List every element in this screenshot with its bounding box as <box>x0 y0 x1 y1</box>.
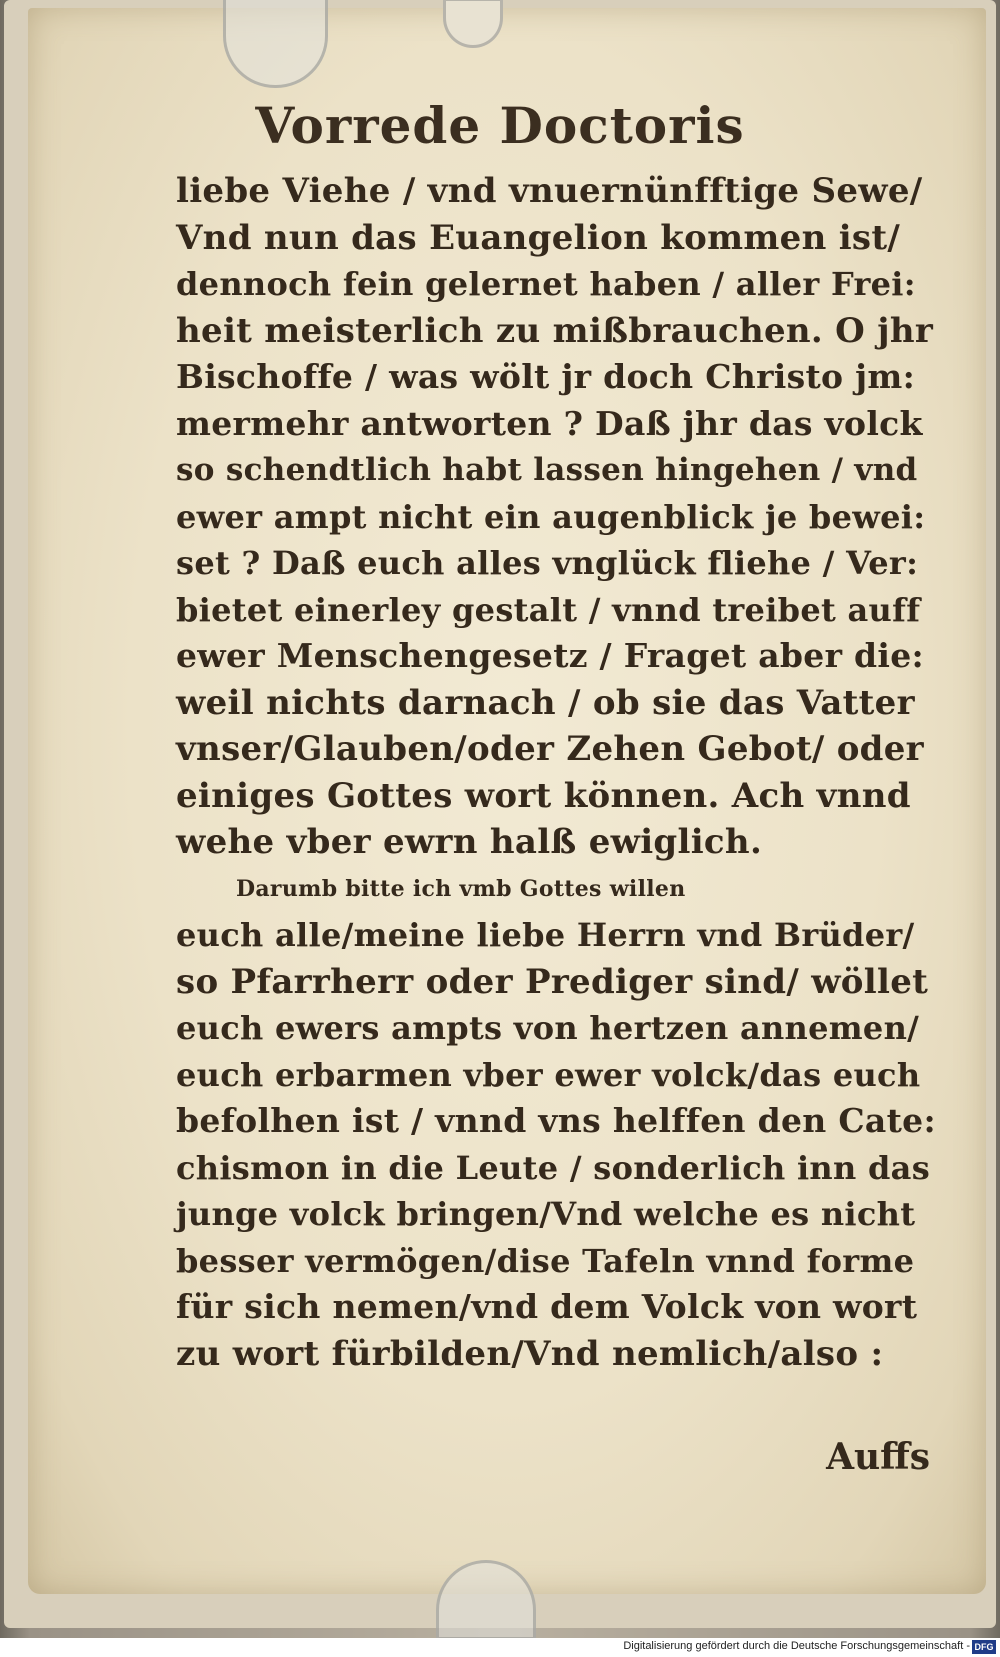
text-line: euch erbarmen vber ewer volck/das euch <box>176 1055 921 1094</box>
text-line: vnser/Glauben/oder Zehen Gebot/ oder <box>176 729 924 769</box>
text-line: so Pfarrherr oder Prediger sind/ wöllet <box>176 961 929 1002</box>
text-line: zu wort fürbilden/Vnd nemlich/also : <box>176 1333 884 1374</box>
text-line: Bischoffe / was wölt jr doch Christo jm: <box>176 357 916 396</box>
text-line: Vnd nun das Euangelion kommen ist/ <box>176 217 901 258</box>
text-line: bietet einerley gestalt / vnnd treibet auff <box>176 590 921 629</box>
text-line: so schendtlich habt lassen hingehen / vnd <box>176 452 918 488</box>
page-clip-top-left <box>223 0 328 88</box>
text-line: euch alle/meine liebe Herrn vnd Brüder/ <box>176 916 915 954</box>
catchword: Auffs <box>826 1436 930 1478</box>
text-line: chismon in die Leute / sonderlich inn das <box>176 1148 931 1187</box>
text-line: set ? Daß euch alles vnglück fliehe / Ver: <box>176 544 919 582</box>
page-body-text <box>176 168 936 1377</box>
page-clip-top-middle <box>443 0 503 48</box>
text-line: ewer Menschengesetz / Fraget aber die: <box>176 636 925 675</box>
text-line: mermehr antworten ? Daß jhr das volck <box>176 403 923 443</box>
text-line: dennoch fein gelernet haben / aller Frei: <box>176 265 916 303</box>
text-line: für sich nemen/vnd dem Volck von wort <box>176 1287 918 1326</box>
running-header: Vorrede Doctoris <box>255 96 745 155</box>
text-line: heit meisterlich zu mißbrauchen. O jhr <box>176 310 934 351</box>
page-clip-bottom <box>436 1560 536 1640</box>
text-line: ewer ampt nicht ein augenblick je bewei: <box>176 497 926 536</box>
text-line: junge volck bringen/Vnd welche es nicht <box>176 1195 916 1233</box>
text-line: liebe Viehe / vnd vnuernünfftige Sewe/ <box>176 171 923 211</box>
text-line: besser vermögen/dise Tafeln vnnd forme <box>176 1241 915 1280</box>
text-line: weil nichts darnach / ob sie das Vatter <box>176 682 915 723</box>
text-line: euch ewers ampts von hertzen annemen/ <box>176 1009 920 1047</box>
text-line: befolhen ist / vnnd vns helffen den Cate: <box>176 1101 936 1140</box>
paragraph-first-line: Darumb bitte ich vmb Gottes willen <box>236 875 686 902</box>
digitization-credit: Digitalisierung gefördert durch die Deutsche Forschungsgemeinschaft - <box>623 1640 970 1652</box>
dfg-logo-icon: DFG <box>972 1640 996 1654</box>
text-line: wehe vber ewrn halß ewiglich. <box>176 822 763 862</box>
text-line: einiges Gottes wort können. Ach vnnd <box>176 775 911 816</box>
